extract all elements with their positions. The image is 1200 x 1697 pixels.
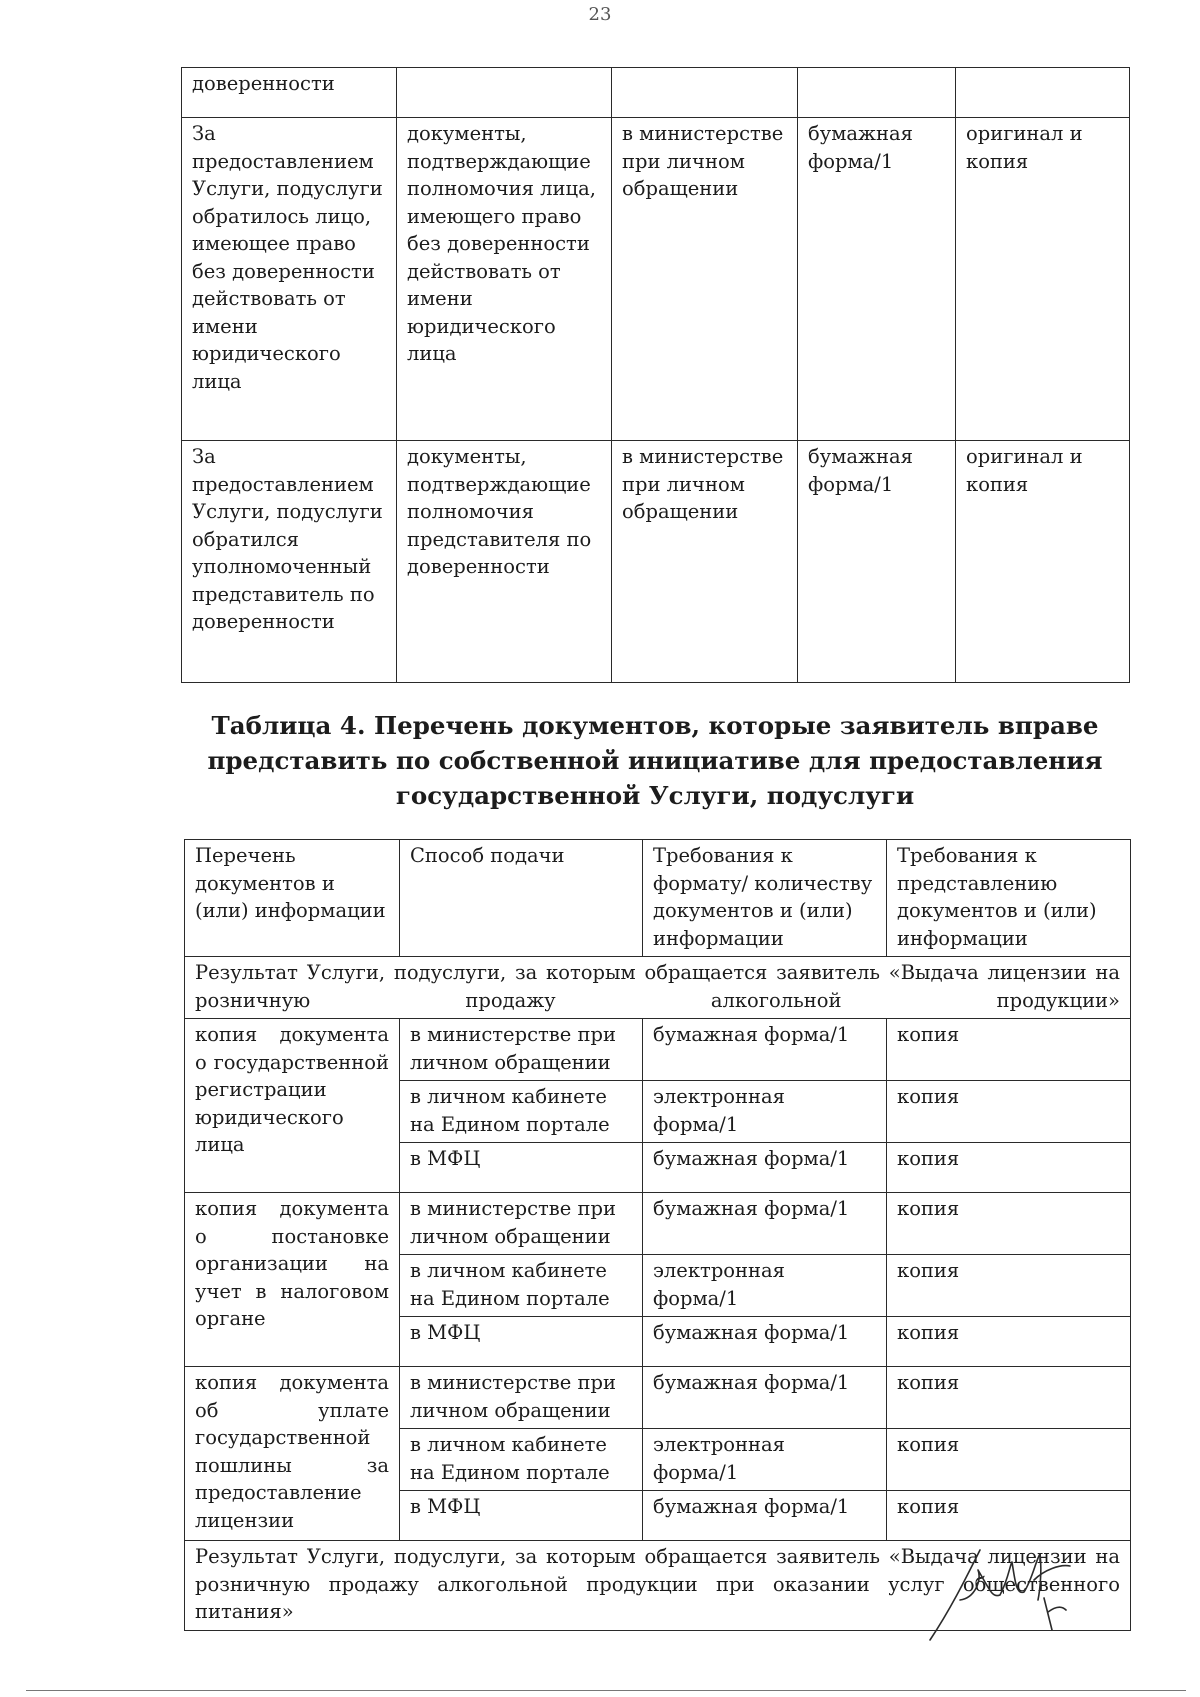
column-header: Способ подачи <box>400 840 643 957</box>
optional-documents-table <box>184 839 1131 1631</box>
requirement-cell: оригинал и копия <box>956 118 1130 441</box>
requirement-cell: копия <box>887 1255 1131 1317</box>
requirement-cell: копия <box>887 1429 1131 1491</box>
submission-method-cell: в министерстве при личном обращении <box>612 441 798 683</box>
bottom-rule <box>26 1690 1186 1691</box>
requirement-cell: копия <box>887 1491 1131 1541</box>
table-cell <box>798 68 956 118</box>
format-cell: электронная форма/1 <box>643 1081 887 1143</box>
table-cell <box>397 68 612 118</box>
page-number: 23 <box>588 4 612 25</box>
handwritten-signature <box>920 1540 1080 1650</box>
requirement-cell: копия <box>887 1367 1131 1429</box>
documents-table-continued <box>181 67 1130 683</box>
table-cell: доверенности <box>182 68 397 118</box>
table-row <box>182 68 1130 118</box>
result-heading: Результат Услуги, подуслуги, за которым обращается заявитель «Выдача лицензии на розничную продажу алкогольной продукции» <box>185 957 1131 1019</box>
requirement-cell: оригинал и копия <box>956 441 1130 683</box>
submission-method-cell: в министерстве при личном обращении <box>612 118 798 441</box>
requirement-cell: копия <box>887 1193 1131 1255</box>
document-name-cell: копия документа о постановке организации на учет в налоговом органе <box>185 1193 400 1367</box>
format-cell: бумажная форма/1 <box>798 441 956 683</box>
requirement-cell: копия <box>887 1317 1131 1367</box>
format-cell: бумажная форма/1 <box>643 1317 887 1367</box>
table-cell <box>612 68 798 118</box>
submission-method-cell: в личном кабинете на Едином портале <box>400 1255 643 1317</box>
submission-method-cell: в МФЦ <box>400 1491 643 1541</box>
format-cell: электронная форма/1 <box>643 1255 887 1317</box>
document-cell: документы, подтверждающие полномочия лица, имеющего право без доверенности действовать от имени юридического лица <box>397 118 612 441</box>
requirement-cell: копия <box>887 1019 1131 1081</box>
format-cell: бумажная форма/1 <box>643 1019 887 1081</box>
column-header: Требования к представлению документов и (или) информации <box>887 840 1131 957</box>
table-row <box>185 1193 1131 1255</box>
format-cell: бумажная форма/1 <box>643 1491 887 1541</box>
document-cell: документы, подтверждающие полномочия представителя по доверенности <box>397 441 612 683</box>
submission-method-cell: в министерстве при личном обращении <box>400 1019 643 1081</box>
table-row <box>185 1367 1131 1429</box>
submission-method-cell: в МФЦ <box>400 1317 643 1367</box>
requirement-cell: копия <box>887 1143 1131 1193</box>
column-header: Перечень документов и (или) информации <box>185 840 400 957</box>
applicant-type-cell: За предоставлением Услуги, подуслуги обратилось лицо, имеющее право без доверенности действовать от имени юридического лица <box>182 118 397 441</box>
result-heading: Результат Услуги, подуслуги, за которым обращается заявитель «Выдача лицензии на розничную продажу алкогольной продукции при оказании услуг общественного питания» <box>185 1541 1131 1631</box>
column-header: Требования к формату/ количеству документов и (или) информации <box>643 840 887 957</box>
submission-method-cell: в личном кабинете на Едином портале <box>400 1429 643 1491</box>
format-cell: бумажная форма/1 <box>643 1367 887 1429</box>
table-row <box>185 1019 1131 1081</box>
applicant-type-cell: За предоставлением Услуги, подуслуги обратился уполномоченный представитель по доверенности <box>182 441 397 683</box>
format-cell: бумажная форма/1 <box>798 118 956 441</box>
table-cell <box>956 68 1130 118</box>
requirement-cell: копия <box>887 1081 1131 1143</box>
submission-method-cell: в личном кабинете на Едином портале <box>400 1081 643 1143</box>
result-row <box>185 957 1131 1019</box>
submission-method-cell: в министерстве при личном обращении <box>400 1367 643 1429</box>
table-header-row <box>185 840 1131 957</box>
document-name-cell: копия документа об уплате государственной пошлины за предоставление лицензии <box>185 1367 400 1541</box>
format-cell: электронная форма/1 <box>643 1429 887 1491</box>
table4-caption: Таблица 4. Перечень документов, которые заявитель вправе представить по собственной инициативе для предоставления государственной Услуги, подуслуги <box>207 711 1103 810</box>
format-cell: бумажная форма/1 <box>643 1193 887 1255</box>
document-name-cell: копия документа о государственной регистрации юридического лица <box>185 1019 400 1193</box>
table-row <box>182 118 1130 441</box>
submission-method-cell: в МФЦ <box>400 1143 643 1193</box>
format-cell: бумажная форма/1 <box>643 1143 887 1193</box>
table-row <box>182 441 1130 683</box>
submission-method-cell: в министерстве при личном обращении <box>400 1193 643 1255</box>
